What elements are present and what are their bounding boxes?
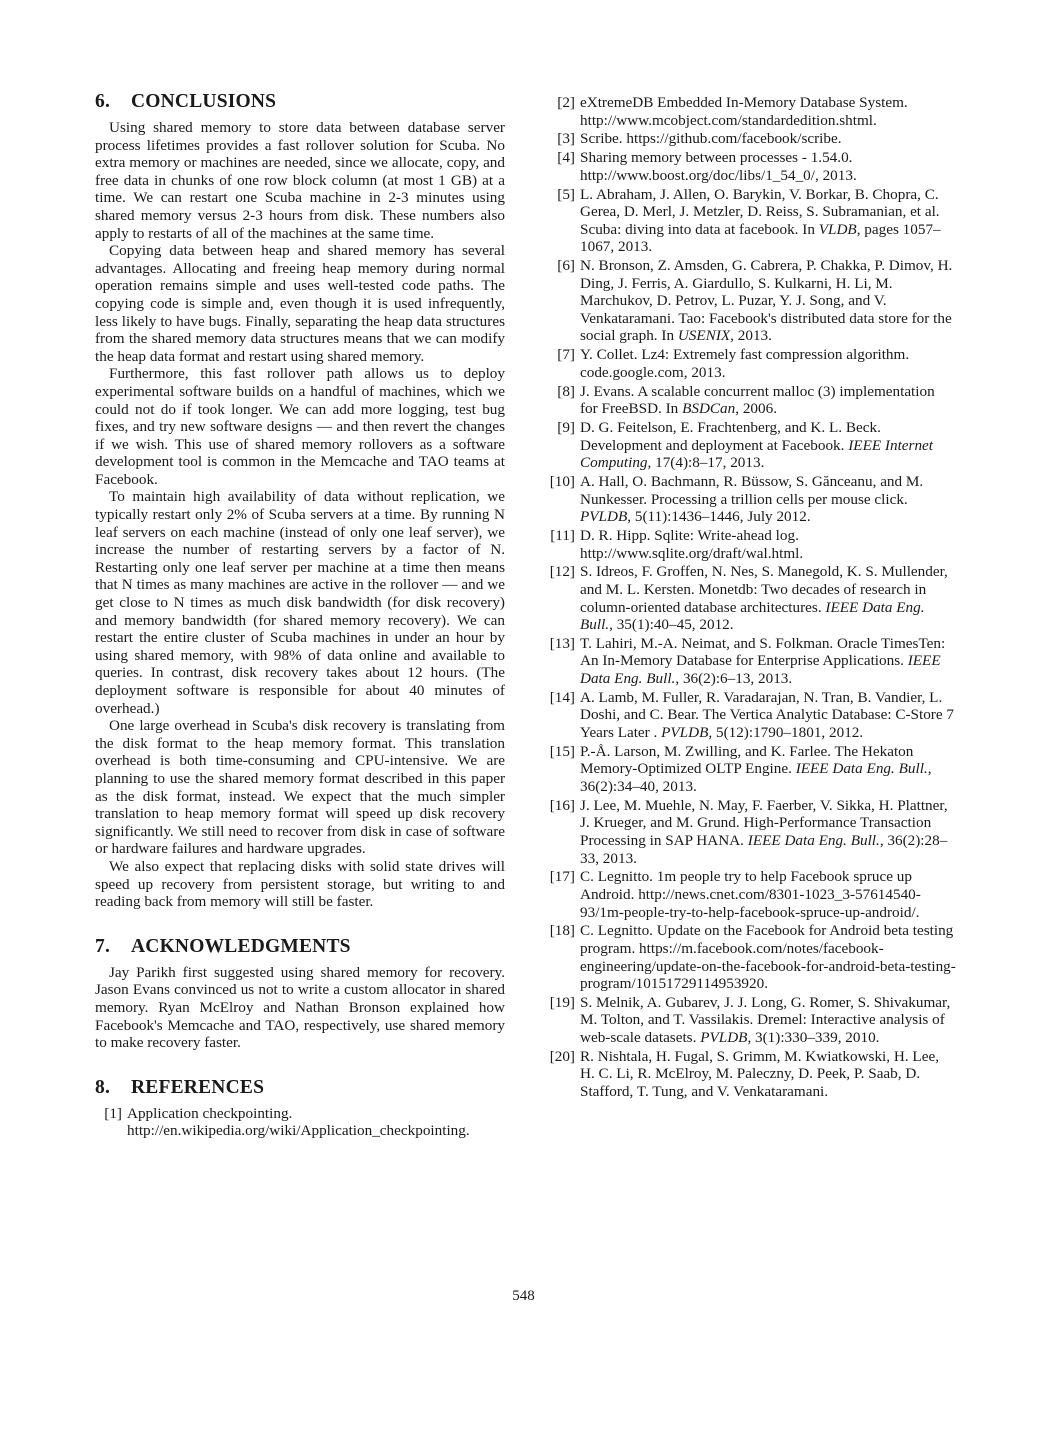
reference-venue: VLDB bbox=[818, 220, 857, 238]
reference-entry bbox=[548, 419, 956, 472]
section-references bbox=[95, 1076, 505, 1140]
paragraph: We also expect that replacing disks with solid state drives will speed up recovery from persistent storage, but writing to and reading back from memory will still be faster. bbox=[95, 857, 505, 911]
reference-text-part: , 36(2):34–40, 2013. bbox=[580, 760, 932, 795]
section-conclusions bbox=[95, 90, 505, 911]
reference-entry bbox=[548, 527, 956, 562]
reference-text-part: P.-Å. Larson, M. Zwilling, and K. Farlee. The Hekaton Memory-Optimized OLTP Engine. bbox=[580, 742, 914, 778]
reference-text bbox=[580, 419, 956, 472]
reference-venue: IEEE Data Eng. Bull. bbox=[795, 760, 928, 778]
reference-text bbox=[580, 257, 956, 345]
reference-entry bbox=[548, 94, 956, 129]
reference-text-part: , 3(1):330–339, 2010. bbox=[747, 1029, 880, 1047]
reference-text-part: Y. Collet. Lz4: Extremely fast compression algorithm. code.google.com, 2013. bbox=[580, 346, 910, 381]
reference-text-part: , 5(12):1790–1801, 2012. bbox=[708, 724, 864, 742]
reference-text bbox=[580, 922, 956, 992]
reference-number: [16] bbox=[549, 796, 575, 814]
reference-text bbox=[580, 1048, 956, 1101]
reference-entry bbox=[548, 868, 956, 921]
reference-entry bbox=[548, 383, 956, 418]
reference-entry bbox=[548, 797, 956, 867]
reference-entry bbox=[548, 743, 956, 796]
reference-number: [8] bbox=[557, 382, 575, 400]
reference-text bbox=[580, 743, 956, 796]
section-acknowledgments bbox=[95, 935, 505, 1052]
reference-text-part: T. Lahiri, M.-A. Neimat, and S. Folkman. Oracle TimesTen: An In-Memory Database for Enterprise Applications. bbox=[580, 634, 946, 670]
reference-text-part: Scribe. https://github.com/facebook/scribe. bbox=[580, 130, 842, 148]
reference-number: [1] bbox=[104, 1104, 122, 1122]
reference-entry bbox=[548, 563, 956, 633]
reference-venue: IEEE Internet Computing bbox=[580, 436, 934, 472]
reference-number: [10] bbox=[549, 472, 575, 490]
reference-text-part: Sharing memory between processes - 1.54.0. http://www.boost.org/doc/libs/1_54_0/, 2013. bbox=[580, 149, 857, 184]
left-column bbox=[95, 90, 505, 1141]
section-heading: 8. REFERENCES bbox=[95, 1076, 265, 1098]
reference-text bbox=[580, 635, 956, 688]
section-heading: 7. ACKNOWLEDGMENTS bbox=[95, 935, 351, 957]
paragraph: One large overhead in Scuba's disk recovery is translating from the disk format to the heap memory format. This translation overhead is both time-consuming and CPU-intensive. We are planning to use the shared memory format described in this paper as the disk format, instead. We expect that the much simpler translation to heap memory format will speed up disk recovery significantly. We still need to recover from disk in case of software or hardware failures and hardware upgrades. bbox=[95, 717, 505, 858]
paragraph: Jay Parikh first suggested using shared memory for recovery. Jason Evans convinced us not to write a custom allocator in shared memory. Ryan McElroy and Nathan Bronson explained how Facebook's Memcache and TAO, respectively, use shared memory to make recovery faster. bbox=[95, 963, 505, 1052]
section-heading: 6. CONCLUSIONS bbox=[95, 91, 277, 112]
reference-text-part: C. Legnitto. Update on the Facebook for Android beta testing program. https://m.facebook.com/notes/facebook-engineering/update-on-the-facebook-for-android-beta-testing-program/10151729114953920. bbox=[580, 922, 956, 993]
reference-venue: BSDCan bbox=[682, 400, 736, 418]
reference-text bbox=[127, 1105, 505, 1140]
reference-text-part: D. G. Feitelson, E. Frachtenberg, and K. L. Beck. Development and deployment at Facebook. bbox=[580, 419, 881, 454]
reference-text-part: J. Lee, M. Muehle, N. May, F. Faerber, V. Sikka, H. Plattner, J. Krueger, and M. Grund. High-Performance Transaction Processing in SAP HANA. bbox=[580, 796, 948, 849]
reference-venue: IEEE Data Eng. Bull. bbox=[747, 831, 880, 849]
reference-text bbox=[580, 868, 956, 921]
reference-entry bbox=[548, 994, 956, 1047]
reference-venue: PVLDB bbox=[700, 1029, 748, 1047]
reference-entry bbox=[548, 473, 956, 526]
reference-number: [19] bbox=[549, 993, 575, 1011]
reference-number: [6] bbox=[557, 257, 575, 275]
reference-text-part: eXtremeDB Embedded In-Memory Database System. http://www.mcobject.com/standardedition.shtml. bbox=[580, 94, 908, 129]
reference-text-part: , 2006. bbox=[735, 400, 777, 418]
reference-number: [15] bbox=[549, 742, 575, 760]
reference-text-part: D. R. Hipp. Sqlite: Write-ahead log. http://www.sqlite.org/draft/wal.html. bbox=[580, 526, 804, 562]
page-number: 548 bbox=[512, 1288, 535, 1304]
reference-venue: PVLDB bbox=[661, 724, 709, 742]
reference-number: [18] bbox=[549, 922, 575, 940]
reference-text-part: , pages 1057–1067, 2013. bbox=[580, 220, 941, 256]
right-column bbox=[548, 94, 956, 1102]
reference-number: [4] bbox=[557, 149, 575, 167]
reference-text-part: N. Bronson, Z. Amsden, G. Cabrera, P. Chakka, P. Dimov, H. Ding, J. Ferris, A. Giardullo, S. Kulkarni, H. Li, M. Marchukov, D. Petrov, L. Puzar, Y. J. Song, and V. Venkataramani. Tao: Facebook's distributed data store for the social graph. In bbox=[580, 257, 953, 345]
reference-entry bbox=[548, 635, 956, 688]
reference-text-part: , 36(2):28–33, 2013. bbox=[580, 831, 948, 867]
reference-list bbox=[548, 94, 956, 1101]
reference-number: [9] bbox=[557, 419, 575, 436]
reference-text-part: A. Lamb, M. Fuller, R. Varadarajan, N. Tran, B. Vandier, L. Doshi, and C. Bear. The Vertica Analytic Database: C-Store 7 Years Later . bbox=[580, 688, 954, 742]
reference-text bbox=[580, 994, 956, 1047]
reference-entry bbox=[548, 257, 956, 345]
reference-text bbox=[580, 527, 956, 562]
reference-list bbox=[95, 1105, 505, 1140]
reference-number: [11] bbox=[550, 526, 575, 544]
reference-text bbox=[580, 346, 956, 381]
reference-text-part: C. Legnitto. 1m people try to help Facebook spruce up Android. http://news.cnet.com/8301-1023_3-57614540-93/1m-people-try-to-help-facebook-spruce-up-android/. bbox=[580, 868, 921, 921]
reference-text-part: , 5(11):1436–1446, July 2012. bbox=[627, 508, 811, 526]
reference-text-part: R. Nishtala, H. Fugal, S. Grimm, M. Kwiatkowski, H. Lee, H. C. Li, R. McElroy, M. Paleczny, D. Peek, P. Saab, D. Stafford, T. Tung, and V. Venkataramani. bbox=[580, 1047, 939, 1101]
reference-text-part: , 36(2):6–13, 2013. bbox=[675, 670, 793, 688]
reference-text-part: S. Melnik, A. Gubarev, J. J. Long, G. Romer, S. Shivakumar, M. Tolton, and T. Vassilakis. Dremel: Interactive analysis of web-scale datasets. bbox=[580, 993, 951, 1047]
reference-entry bbox=[548, 149, 956, 184]
reference-entry bbox=[548, 922, 956, 992]
reference-text-part: , 17(4):8–17, 2013. bbox=[647, 454, 765, 472]
reference-text bbox=[580, 797, 956, 867]
reference-text-part: A. Hall, O. Bachmann, R. Büssow, S. Gănceanu, and M. Nunkesser. Processing a trillion cells per mouse click. bbox=[580, 472, 924, 508]
reference-text-part: , 2013. bbox=[730, 327, 772, 345]
reference-text bbox=[580, 186, 956, 256]
reference-text bbox=[580, 149, 956, 184]
reference-text-part: S. Idreos, F. Groffen, N. Nes, S. Manegold, K. S. Mullender, and M. L. Kersten. Monetdb: Two decades of research in column-oriented database architectures. bbox=[580, 563, 948, 616]
reference-text bbox=[580, 94, 956, 129]
paragraph: Using shared memory to store data between database server process lifetimes provides a fast rollover solution for Scuba. No extra memory or machines are needed, since we allocate, copy, and free data in chunks of one row block column (at most 1 GB) at a time. We can restart one Scuba machine in 2-3 minutes using shared memory versus 2-3 hours from disk. These numbers also apply to restarts of all of the machines at the same time. bbox=[95, 119, 505, 242]
reference-number: [7] bbox=[557, 346, 575, 364]
reference-number: [13] bbox=[549, 634, 575, 652]
reference-number: [14] bbox=[549, 688, 575, 706]
reference-venue: IEEE Data Eng. Bull. bbox=[580, 598, 925, 634]
reference-text-part: Application checkpointing. http://en.wikipedia.org/wiki/Application_checkpointing. bbox=[127, 1104, 470, 1140]
reference-number: [5] bbox=[557, 185, 575, 203]
reference-number: [20] bbox=[549, 1047, 575, 1065]
reference-text bbox=[580, 473, 956, 526]
reference-text bbox=[580, 689, 956, 742]
reference-text-part: J. Evans. A scalable concurrent malloc (3) implementation for FreeBSD. In bbox=[580, 382, 935, 418]
reference-text bbox=[580, 130, 956, 148]
reference-entry bbox=[548, 186, 956, 256]
reference-venue: IEEE Data Eng. Bull. bbox=[580, 652, 941, 688]
reference-number: [17] bbox=[549, 868, 575, 886]
reference-entry bbox=[548, 346, 956, 381]
paragraph: Copying data between heap and shared memory has several advantages. Allocating and freeing heap memory during normal operation remains simple and uses well-tested code paths. The copying code is simple and, even though it is used infrequently, less likely to have bugs. Finally, separating the heap data structures from the shared memory data structures means that we can modify the heap data format and restart using shared memory. bbox=[95, 242, 505, 365]
reference-number: [2] bbox=[557, 94, 575, 111]
reference-text-part: , 35(1):40–45, 2012. bbox=[609, 616, 734, 634]
reference-venue: USENIX bbox=[677, 327, 731, 345]
paragraph: To maintain high availability of data without replication, we typically restart only 2% of Scuba servers at a time. By running N leaf servers on each machine (instead of only one leaf server), we increase the number of restarting servers by a factor of N. Restarting only one leaf server per machine at a time then means that N times as many machines are active in the rollover — and we get close to N times as much disk bandwidth (for disk recovery) and memory bandwidth (for shared memory recovery). We can restart the entire cluster of Scuba machines in under an hour by using shared memory, with 98% of data online and available to queries. In contrast, disk recovery takes about 12 hours. (The deployment software is responsible for about 40 minutes of overhead.) bbox=[95, 488, 505, 717]
reference-text bbox=[580, 383, 956, 418]
reference-number: [3] bbox=[557, 130, 575, 148]
reference-number: [12] bbox=[549, 563, 575, 581]
reference-entry bbox=[548, 130, 956, 148]
reference-text-part: L. Abraham, J. Allen, O. Barykin, V. Borkar, B. Chopra, C. Gerea, D. Merl, J. Metzler, D. Reiss, S. Subramanian, et al. Scuba: diving into data at facebook. In bbox=[580, 185, 940, 238]
reference-entry bbox=[548, 689, 956, 742]
reference-text bbox=[580, 563, 956, 633]
reference-venue: PVLDB bbox=[580, 508, 628, 526]
paragraph: Furthermore, this fast rollover path allows us to deploy experimental software builds on a handful of machines, which we could not do if took longer. We can add more logging, test bug fixes, and try new software designs — and then revert the changes if we wish. This use of shared memory rollovers as a software development tool is common in the Memcache and TAO teams at Facebook. bbox=[95, 365, 505, 488]
reference-entry bbox=[95, 1105, 505, 1140]
reference-entry bbox=[548, 1048, 956, 1101]
